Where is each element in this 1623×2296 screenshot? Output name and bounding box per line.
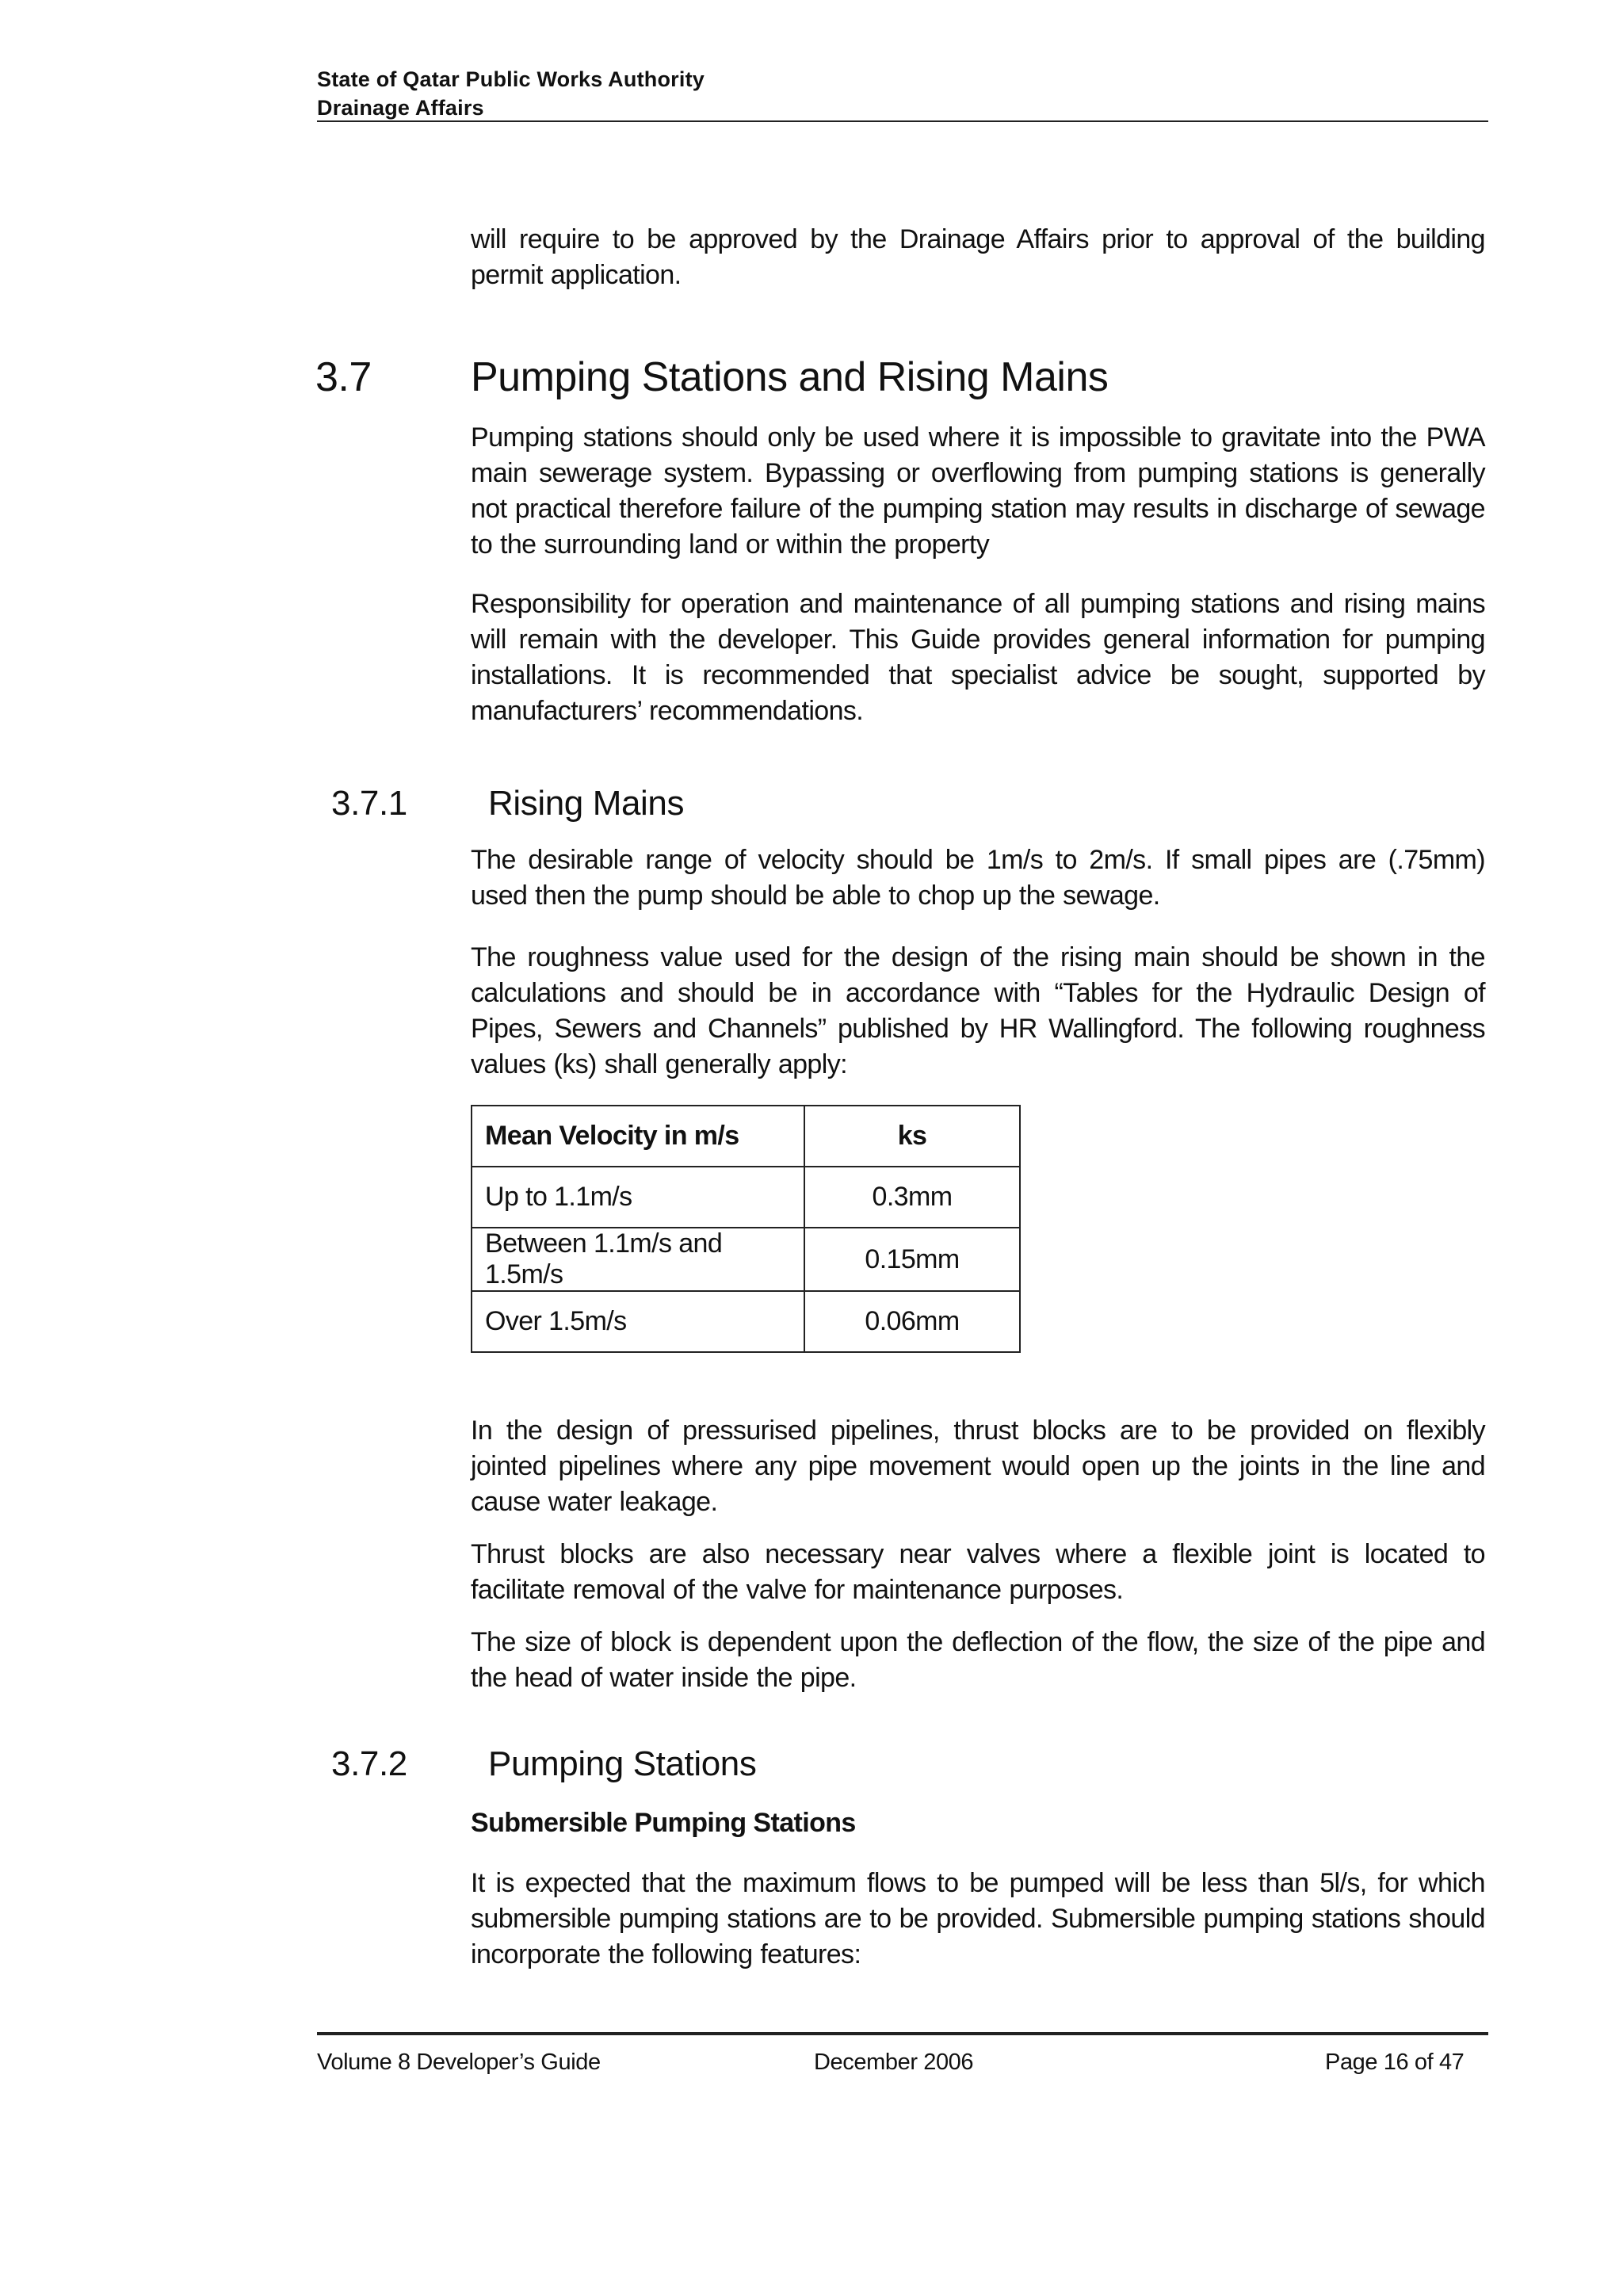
header-rule xyxy=(317,120,1488,122)
header-department: Drainage Affairs xyxy=(317,96,484,120)
table-cell-ks: 0.06mm xyxy=(804,1291,1020,1352)
table-row xyxy=(472,1167,1020,1228)
section-3-7-1-para-3: In the design of pressurised pipelines, thrust blocks are to be provided on flexibly jointed pipelines where any pipe movement would open up the joints in the line and cause water leakage. xyxy=(471,1415,1485,1517)
intro-paragraph: will require to be approved by the Drainage Affairs prior to approval of the building permit application. xyxy=(471,224,1485,290)
section-number: 3.7.1 xyxy=(331,784,407,823)
table-cell-ks: 0.3mm xyxy=(804,1167,1020,1228)
table-cell-ks: 0.15mm xyxy=(804,1228,1020,1291)
section-title: Pumping Stations xyxy=(488,1744,757,1783)
table-cell-velocity: Up to 1.1m/s xyxy=(472,1167,804,1228)
section-title: Rising Mains xyxy=(488,784,685,823)
page-header xyxy=(317,65,1488,122)
table-row xyxy=(472,1228,1020,1291)
table-header-row xyxy=(472,1106,1020,1167)
section-3-7-2-para-1: It is expected that the maximum flows to be pumped will be less than 5l/s, for which submersible pumping stations are to be provided. Submersible pumping stations should incorporate the following features: xyxy=(471,1868,1485,1969)
table-row xyxy=(472,1291,1020,1352)
section-3-7-1-para-5: The size of block is dependent upon the deflection of the flow, the size of the pipe and the head of water inside the pipe. xyxy=(471,1627,1485,1693)
table-cell-velocity: Over 1.5m/s xyxy=(472,1291,804,1352)
table-header-ks: ks xyxy=(804,1106,1020,1167)
subheading-submersible: Submersible Pumping Stations xyxy=(471,1808,856,1838)
section-3-7-para-1: Pumping stations should only be used where it is impossible to gravitate into the PWA main sewerage system. Bypassing or overflowing from pumping stations is generally not practical therefore failure of the pumping station may results in discharge of sewage to the surrounding land or within the property xyxy=(471,422,1485,560)
header-organization: State of Qatar Public Works Authority xyxy=(317,67,705,91)
footer-rule xyxy=(317,2032,1488,2035)
section-3-7-para-2: Responsibility for operation and maintenance of all pumping stations and rising mains will remain with the developer. This Guide provides general information for pumping installations. It is recommended that specialist advice be sought, supported by manufacturers’ recommendations. xyxy=(471,589,1485,726)
roughness-values-table xyxy=(471,1105,1021,1353)
footer-page-number: Page 16 of 47 xyxy=(1325,2050,1465,2075)
table-cell-velocity: Between 1.1m/s and 1.5m/s xyxy=(472,1228,804,1291)
footer-date: December 2006 xyxy=(814,2050,974,2075)
section-3-7-1-para-2: The roughness value used for the design of the rising main should be shown in the calculations and should be in accordance with “Tables for the Hydraulic Design of Pipes, Sewers and Channels” published by HR Wallingford. The following roughness values (ks) shall generally apply: xyxy=(471,942,1485,1079)
section-number: 3.7 xyxy=(315,354,372,400)
section-number: 3.7.2 xyxy=(331,1744,407,1783)
section-3-7-1-para-1: The desirable range of velocity should be 1m/s to 2m/s. If small pipes are (.75mm) used then the pump should be able to chop up the sewage. xyxy=(471,845,1485,911)
table-header-velocity: Mean Velocity in m/s xyxy=(472,1106,804,1167)
section-title: Pumping Stations and Rising Mains xyxy=(471,354,1109,400)
footer-document-title: Volume 8 Developer’s Guide xyxy=(317,2050,601,2075)
section-3-7-1-para-4: Thrust blocks are also necessary near valves where a flexible joint is located to facilitate removal of the valve for maintenance purposes. xyxy=(471,1539,1485,1605)
